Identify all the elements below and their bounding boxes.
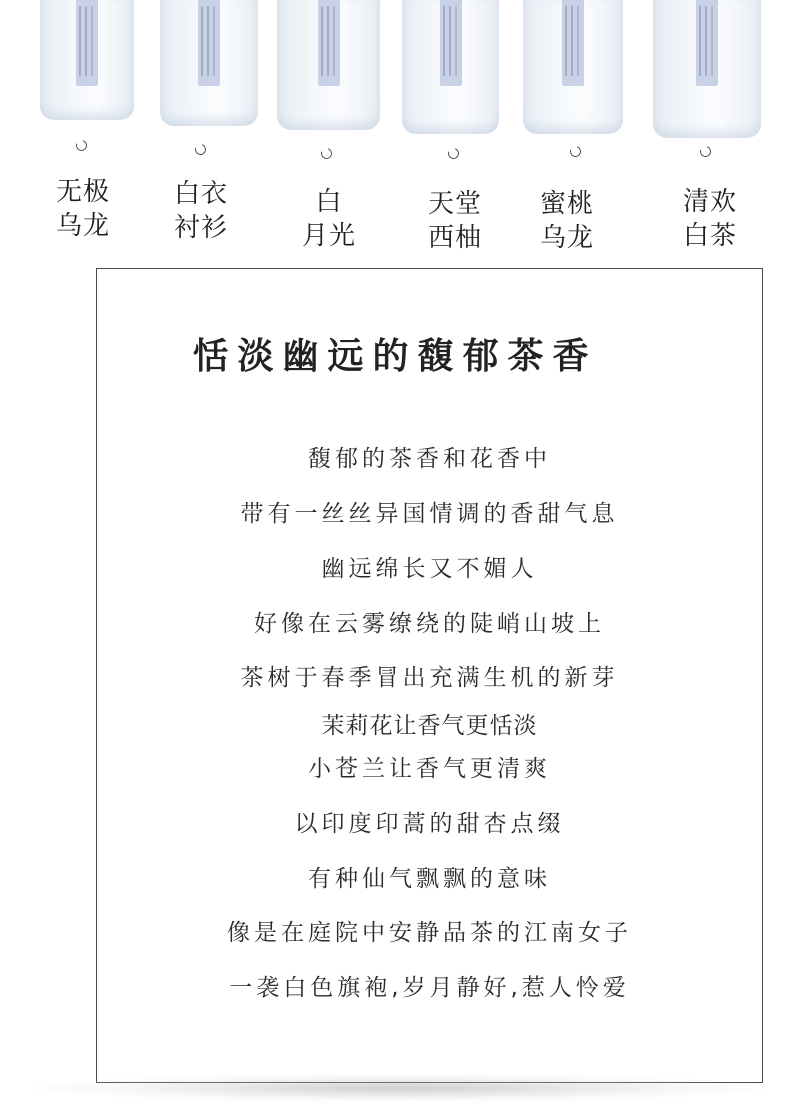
product-name-1: 无极 乌龙 bbox=[55, 177, 110, 241]
bottle-4 bbox=[402, 0, 499, 134]
bottle-3 bbox=[277, 0, 380, 130]
description-line: 以印度印蒿的甜杏点缀 bbox=[294, 811, 565, 837]
bottle-label bbox=[562, 0, 584, 86]
ring-icon bbox=[446, 146, 461, 161]
bottle-label bbox=[76, 0, 98, 86]
bottle-1 bbox=[40, 0, 134, 120]
bottle-label bbox=[318, 0, 340, 86]
bottle-2 bbox=[160, 0, 258, 126]
product-bottles-row bbox=[0, 0, 790, 265]
description-line: 好像在云雾缭绕的陡峭山坡上 bbox=[254, 611, 605, 637]
description-line: 茉莉花让香气更恬淡 bbox=[321, 713, 538, 739]
description-line: 馥郁的茶香和花香中 bbox=[308, 446, 551, 472]
card-title: 恬淡幽远的馥郁茶香 bbox=[192, 336, 598, 377]
ring-icon bbox=[568, 144, 583, 159]
bottle-6 bbox=[653, 0, 761, 138]
product-name-6: 清欢 白茶 bbox=[682, 187, 737, 251]
bottle-label bbox=[198, 0, 220, 86]
description-line: 茶树于春季冒出充满生机的新芽 bbox=[240, 665, 619, 691]
product-name-2: 白衣 衬衫 bbox=[173, 179, 228, 243]
bottle-label bbox=[696, 0, 718, 86]
bottle-5 bbox=[523, 0, 623, 134]
description-line: 幽远绵长又不媚人 bbox=[321, 556, 538, 582]
ring-icon bbox=[74, 138, 89, 153]
product-name-5: 蜜桃 乌龙 bbox=[539, 189, 594, 253]
description-line: 小苍兰让香气更清爽 bbox=[308, 756, 551, 782]
description-line: 一袭白色旗袍,岁月静好,惹人怜爱 bbox=[229, 975, 630, 1001]
ring-icon bbox=[319, 146, 334, 161]
ring-icon bbox=[698, 144, 713, 159]
product-name-4: 天堂 西柚 bbox=[427, 189, 482, 253]
description-line: 有种仙气飘飘的意味 bbox=[308, 866, 551, 892]
card-shadow bbox=[35, 1074, 765, 1102]
description-line: 带有一丝丝异国情调的香甜气息 bbox=[240, 501, 619, 527]
description-line: 像是在庭院中安静品茶的江南女子 bbox=[227, 920, 632, 946]
bottle-label bbox=[440, 0, 462, 86]
product-name-3: 白 月光 bbox=[301, 187, 356, 251]
ring-icon bbox=[193, 142, 208, 157]
